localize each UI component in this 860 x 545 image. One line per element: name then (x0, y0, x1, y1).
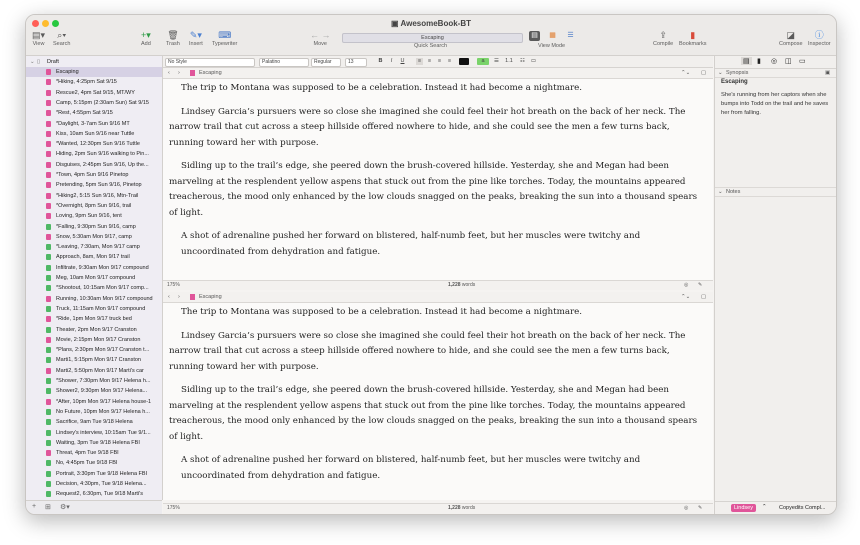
inspector-footer (715, 501, 837, 515)
binder-item[interactable] (26, 314, 162, 324)
binder-item-label: *Hiking2, 5:15 Sun 9/16, Mtn-Trail (56, 192, 139, 199)
label-select-icon[interactable]: ⌃ (762, 504, 767, 510)
document-icon (46, 440, 51, 446)
document-icon (46, 244, 51, 250)
outline-view-button[interactable] (565, 31, 576, 41)
document-icon (46, 419, 51, 425)
binder-item-label: Kiss, 10am Sun 9/16 near Tuttle (56, 130, 135, 137)
binder-item-label: Camp, 5:15pm (2:30am Sun) Sat 9/15 (56, 99, 149, 106)
nav-up-down-icon[interactable]: ⌃⌄ (681, 294, 691, 300)
word-count: 1,228 words (448, 505, 476, 511)
view-button[interactable]: ▤▾ View (32, 30, 46, 47)
search-icon: ⌕▾ (57, 30, 67, 40)
note-icon[interactable]: ✎ (698, 505, 703, 511)
status-select[interactable]: Copyedits Compl... (779, 505, 826, 511)
document-icon (46, 110, 51, 116)
arrows-icon: ← → (310, 30, 331, 40)
document-icon (46, 430, 51, 436)
label-badge[interactable]: Lindsey (731, 504, 756, 512)
binder-item[interactable] (26, 232, 162, 242)
document-icon (46, 347, 51, 353)
close-split-icon[interactable]: ▢ (701, 294, 707, 300)
inspector-tabs (715, 56, 837, 69)
document-icon (46, 378, 51, 384)
split-pane-icon[interactable]: ▢ (701, 70, 707, 76)
document-stack-icon: ▤ (531, 32, 538, 39)
binder-item-label: Request2, 6:30pm, Tue 9/18 Marti's (56, 491, 143, 498)
binder-item-label: *Wanted, 12:30pm Sun 9/16 Tuttle (56, 141, 140, 148)
paragraph: The trip to Montana was supposed to be a celebration. Instead it had become a nightmare. (181, 83, 583, 93)
trash-icon: 🗑 (167, 30, 179, 40)
inspector-panel (714, 56, 837, 514)
paragraph: Lindsey Garcia’s pursuers were so close she imagined she could feel their hot breath on the back of her neck. The narrow trail that cut across a steep hillside offered nowhere to hide, and she could see the men a few turns back, running toward her with purpose. (169, 106, 686, 148)
bookmark-icon: ▮ (690, 30, 696, 40)
document-icon (46, 121, 51, 127)
document-icon (46, 90, 51, 96)
window-title: ▣ AwesomeBook-BT (390, 19, 471, 28)
document-icon (46, 100, 51, 106)
document-icon (46, 224, 51, 230)
forward-arrow-icon[interactable]: › (178, 294, 180, 300)
align-justify-icon[interactable]: ≡ (447, 58, 452, 64)
binder-item-label: Rescue2, 4pm Sat 9/15, MT/WY (56, 89, 135, 96)
binder-item-label: *Shootout, 10:15am Mon 9/17 comp... (56, 285, 149, 292)
binder-item-label: Loving, 9pm Sun 9/16, tent (56, 213, 122, 220)
compile-button[interactable]: ⇪ Compile (653, 30, 674, 47)
align-left-icon[interactable]: ≡ (417, 58, 422, 64)
metadata-tab-icon[interactable]: ◎ (771, 58, 778, 65)
back-arrow-icon[interactable]: ‹ (168, 70, 170, 76)
binder-item-label: Approach, 8am, Mon 9/17 trail (56, 254, 130, 261)
quick-search-input[interactable]: Escaping (342, 33, 523, 43)
word-count: 1,228 words (448, 282, 476, 288)
share-icon: ⇪ (659, 30, 667, 40)
forward-arrow-icon[interactable]: › (178, 70, 180, 76)
lower-doc-title[interactable]: Escaping (199, 294, 222, 300)
document-icon (46, 182, 51, 188)
binder-item-label: No, 4:45pm Tue 9/18 FBI (56, 460, 118, 467)
align-center-icon[interactable]: ≡ (427, 58, 432, 64)
binder-item[interactable] (26, 417, 162, 427)
list-icon[interactable]: ☷ (520, 58, 525, 64)
binder-item-label: Lindsey's interview, 10:15am Tue 9/1... (56, 429, 151, 436)
binder-item-label: Snow, 5:30am Mon 9/17, camp (56, 233, 132, 240)
binder-item-label: *Hiking, 4:25pm Sat 9/15 (56, 79, 117, 86)
binder-item[interactable] (26, 88, 162, 98)
typewriter-icon: ⌨ (218, 30, 232, 40)
binder-item[interactable] (26, 201, 162, 211)
binder-item-label: No Future, 10pm Mon 9/17 Helena h... (56, 408, 150, 415)
lower-editor-text[interactable] (163, 303, 713, 500)
document-icon (46, 306, 51, 312)
target-icon[interactable]: ◎ (684, 505, 689, 511)
plus-icon: +▾ (141, 30, 151, 40)
text-color-button[interactable] (459, 58, 469, 65)
binder-item-label: Shower2, 9:30pm Mon 9/17 Helena... (56, 388, 148, 395)
document-icon (190, 70, 195, 76)
binder-item[interactable] (26, 479, 162, 489)
binder-item[interactable] (26, 160, 162, 170)
align-right-icon[interactable]: ≡ (437, 58, 442, 64)
document-icon (46, 234, 51, 240)
binder-item-label: Threat, 4pm Tue 9/18 FBI (56, 450, 119, 457)
binder-item-label: Decision, 4:30pm, Tue 9/18 Helena... (56, 481, 147, 487)
binder-item-label: Movie, 2:15pm Mon 9/17 Cranston (56, 336, 141, 343)
bookmarks-button[interactable]: ▮ Bookmarks (679, 30, 707, 47)
document-icon (46, 337, 51, 343)
binder-item[interactable] (26, 108, 162, 118)
document-icon (46, 357, 51, 363)
binder-item-label: *Rest, 4:55pm Sat 9/15 (56, 110, 113, 117)
document-icon (46, 481, 51, 487)
binder-item-label: Hiding, 2pm Sun 9/16 walking to Pin... (56, 151, 149, 158)
binder-item[interactable] (26, 139, 162, 149)
binder-item-label: *Town, 4pm Sun 9/16 Pinetop (56, 172, 129, 178)
binder-item[interactable] (26, 355, 162, 365)
paragraph: A shot of adrenaline pushed her forward on blistered, half-numb feet, but her muscles were twitchy and uncoordinated from dehydration and fatigue. (181, 455, 641, 481)
binder-item-label: Portrait, 3:30pm Tue 9/18 Helena FBI (56, 470, 148, 477)
binder-item[interactable] (26, 469, 162, 479)
binder-item[interactable] (26, 252, 162, 262)
move-button[interactable]: ← → Move (310, 30, 331, 47)
lower-editor-header (163, 292, 713, 303)
upper-editor-text[interactable] (163, 79, 713, 280)
highlight-color-button[interactable]: a (477, 58, 489, 65)
document-icon (46, 491, 51, 497)
document-icon (46, 151, 51, 157)
document-icon (46, 79, 51, 85)
underline-button[interactable]: U (400, 58, 405, 64)
table-icon[interactable]: ▭ (530, 58, 537, 64)
binder-item-label: Escaping (56, 69, 79, 75)
upper-doc-title[interactable]: Escaping (199, 70, 222, 76)
paragraph: Sidling up to the trail’s edge, she peered down the brush-covered hillside. Yesterday, she and Megan had been marveling at the resplendent yellow aspens that stuck out from the pine like torches. Today, the mountains appeared treacherous, the mood only enhanced by the low clouds snagged on the peaks, breaking the sun into a thousand spears of light. (169, 385, 698, 442)
binder-item[interactable] (26, 191, 162, 201)
font-size-select[interactable]: 13 (345, 58, 367, 67)
binder-item-label: *After, 10pm Mon 9/17 Helena house-1 (56, 398, 152, 405)
add-icon[interactable]: + (32, 503, 37, 510)
binder-item[interactable] (26, 222, 162, 232)
scrivenings-view-button[interactable] (529, 31, 540, 41)
document-icon (46, 296, 51, 302)
binder-item[interactable] (26, 294, 162, 304)
document-icon (46, 254, 51, 260)
binder-item[interactable] (26, 211, 162, 221)
binder-item[interactable] (26, 149, 162, 159)
document-icon (46, 69, 51, 75)
comments-tab-icon[interactable]: ▭ (799, 58, 806, 65)
binder-item-label: Theater, 2pm Mon 9/17 Cranston (56, 326, 137, 333)
document-icon (46, 172, 51, 178)
binder-item[interactable] (26, 283, 162, 293)
document-icon (46, 450, 51, 456)
document-icon (46, 460, 51, 466)
document-icon (46, 162, 51, 168)
binder-item-label: *Falling, 9:30pm Sun 9/16, camp (56, 223, 136, 230)
binder-item-label: Pretending, 5pm Sun 9/16, Pinetop (56, 182, 142, 189)
snapshots-tab-icon[interactable]: ◫ (785, 58, 792, 65)
compose-icon: ◪ (786, 30, 796, 40)
paragraph: Sidling up to the trail’s edge, she peered down the brush-covered hillside. Yesterday, she and Megan had been marveling at the resplendent yellow aspens that stuck out from the pine like torches. Today, the mountains appeared treacherous, the mood only enhanced by the low clouds snagged on the peaks, breaking the sun into a thousand spears of light. (169, 161, 698, 218)
compose-button[interactable]: ◪ Compose (779, 30, 803, 47)
insert-button[interactable]: ✎▾ Insert (189, 30, 203, 47)
binder-item[interactable] (26, 438, 162, 448)
outline-icon: ☰ (567, 32, 574, 39)
binder-item-label: *Shower, 7:30pm Mon 9/17 Helena h... (56, 378, 151, 384)
binder-item[interactable] (26, 273, 162, 283)
typewriter-button[interactable]: ⌨ Typewriter (212, 30, 238, 47)
disclosure-icon: ⌄ (718, 189, 723, 195)
lower-editor-footer (163, 503, 713, 514)
binder-item-label: *Daylight, 3-7am Sun 9/16 MT (56, 120, 130, 127)
binder-footer (26, 500, 162, 515)
view-mode-label: View Mode (538, 43, 566, 49)
binder-item-label: Disguises, 2:45pm Sun 9/16, Up the... (56, 161, 149, 168)
toolbar (26, 15, 836, 56)
binder-item[interactable] (26, 407, 162, 417)
binder-item[interactable] (26, 263, 162, 273)
line-spacing-icon[interactable]: ☰ (494, 58, 499, 64)
binder-item[interactable] (26, 345, 162, 355)
search-button[interactable]: ⌕▾ Search (53, 30, 71, 47)
document-icon (46, 131, 51, 137)
binder-item[interactable] (26, 242, 162, 252)
binder-item-label: Meg, 10am Mon 9/17 compound (56, 275, 136, 281)
paragraph: A shot of adrenaline pushed her forward on blistered, half-numb feet, but her muscles were twitchy and uncoordinated from dehydration and fatigue. (181, 231, 641, 257)
paragraph: The trip to Montana was supposed to be a celebration. Instead it had become a nightmare. (181, 307, 583, 317)
app-window (25, 14, 837, 515)
corkboard-icon: ▦ (549, 32, 556, 39)
binder-item[interactable] (26, 335, 162, 345)
zoom-select[interactable]: 175% (167, 282, 180, 288)
settings-gear-icon[interactable]: ⚙▾ (60, 504, 70, 511)
binder-root-draft[interactable]: ⌄ ▯ Draft (26, 57, 162, 67)
info-icon: ⓘ (814, 30, 824, 40)
binder-item-label: Waiting, 3pm Tue 9/18 Helena FBI (56, 439, 140, 446)
binder-item[interactable] (26, 77, 162, 87)
binder-item-label: *Plans, 2:30pm Mon 9/17 Cranston t... (56, 347, 150, 354)
new-folder-icon[interactable]: ⊞ (45, 504, 51, 511)
document-icon (46, 368, 51, 374)
nav-up-down-icon[interactable]: ⌃⌄ (681, 70, 691, 76)
font-weight-select[interactable]: Regular (311, 58, 341, 67)
add-button[interactable]: +▾ Add (141, 30, 151, 47)
folder-icon: ▯ (37, 59, 41, 65)
document-icon (46, 265, 51, 271)
notes-header[interactable]: ⌄ Notes (715, 187, 837, 197)
trash-button[interactable]: 🗑 Trash (166, 30, 180, 47)
binder-item[interactable] (26, 129, 162, 139)
binder-item[interactable] (26, 376, 162, 386)
document-icon (46, 203, 51, 209)
binder-item-label: *Ride, 1pm Mon 9/17 truck bed (56, 316, 132, 323)
upper-editor-footer (163, 280, 713, 290)
document-icon (46, 193, 51, 199)
synopsis-title[interactable]: Escaping (721, 79, 748, 85)
paragraph: Lindsey Garcia’s pursuers were so close she imagined she could feel their hot breath on the back of her neck. The narrow trail that cut across a steep hillside offered nowhere to hide, and she could see the men a few turns back, running toward her with purpose. (169, 330, 686, 372)
document-icon (46, 388, 51, 394)
document-icon: ▣ (390, 19, 401, 28)
paperclip-icon: ✎▾ (189, 30, 202, 40)
binder-item[interactable] (26, 304, 162, 314)
document-icon (46, 285, 51, 291)
disclosure-icon: ⌄ (718, 70, 723, 76)
binder-item-label: *Leaving, 7:30am, Mon 9/17 camp (56, 244, 140, 251)
image-icon[interactable]: ▣ (825, 70, 831, 76)
document-icon (46, 316, 51, 322)
style-select[interactable]: No Style (165, 58, 255, 67)
binder-item[interactable] (26, 448, 162, 458)
document-icon (46, 327, 51, 333)
italic-button[interactable]: I (390, 58, 393, 64)
quick-search-label: Quick Search (414, 43, 448, 49)
binder-item[interactable] (26, 458, 162, 468)
target-icon[interactable]: ◎ (684, 282, 689, 288)
disclosure-icon: ⌄ (30, 59, 35, 65)
binder-sidebar (26, 56, 163, 500)
binder-item[interactable] (26, 98, 162, 108)
font-family-select[interactable]: Palatino (259, 58, 309, 67)
inspector-button[interactable]: ⓘ Inspector (808, 30, 831, 47)
binder-item[interactable] (26, 180, 162, 190)
binder-item[interactable] (26, 428, 162, 438)
binder-item-label: Marti2, 5:50pm Mon 9/17 Marti's car (56, 367, 144, 374)
document-icon (46, 141, 51, 147)
binder-item-label: Marti1, 5:15pm Mon 9/17 Cranston (56, 357, 141, 364)
sidebar-icon: ▤▾ (32, 30, 46, 40)
bold-button[interactable]: B (378, 58, 383, 64)
binder-item[interactable] (26, 489, 162, 499)
document-icon (46, 399, 51, 405)
binder-item-label: Infiltrate, 9:30am Mon 9/17 compound (56, 264, 149, 271)
document-icon (190, 294, 195, 300)
binder-item[interactable] (26, 170, 162, 180)
binder-item[interactable] (26, 325, 162, 335)
binder-item-label: *Overnight, 8pm Sun 9/16, trail (56, 202, 132, 209)
notes-tab-icon[interactable]: ▤ (743, 58, 750, 65)
binder-item[interactable] (26, 119, 162, 129)
upper-editor-header (163, 68, 713, 79)
corkboard-view-button[interactable] (547, 31, 558, 41)
document-icon (46, 275, 51, 281)
binder-item-label: Truck, 11:15am Mon 9/17 compound (56, 305, 146, 312)
format-bar (163, 56, 713, 68)
binder-item[interactable] (26, 366, 162, 376)
notes-area[interactable] (715, 196, 837, 501)
binder-item-label: Sacrifice, 9am Tue 9/18 Helena (56, 419, 133, 426)
synopsis-header[interactable]: ⌄ Synopsis ▣ (715, 69, 837, 78)
line-spacing-value[interactable]: 1.1 (505, 58, 513, 64)
document-icon (46, 213, 51, 219)
back-arrow-icon[interactable]: ‹ (168, 294, 170, 300)
binder-item[interactable] (26, 67, 162, 77)
synopsis-text[interactable]: She's running from her captors when she bumps into Todd on the trail and he saves her from falling. (721, 92, 829, 116)
document-icon (46, 471, 51, 477)
binder-item[interactable] (26, 386, 162, 396)
zoom-select[interactable]: 175% (167, 505, 180, 511)
bookmarks-tab-icon[interactable]: ▮ (757, 58, 761, 65)
document-icon (46, 409, 51, 415)
binder-item[interactable] (26, 397, 162, 407)
binder-item-label: Running, 10:30am Mon 9/17 compound (56, 295, 153, 302)
note-icon[interactable]: ✎ (698, 282, 703, 288)
